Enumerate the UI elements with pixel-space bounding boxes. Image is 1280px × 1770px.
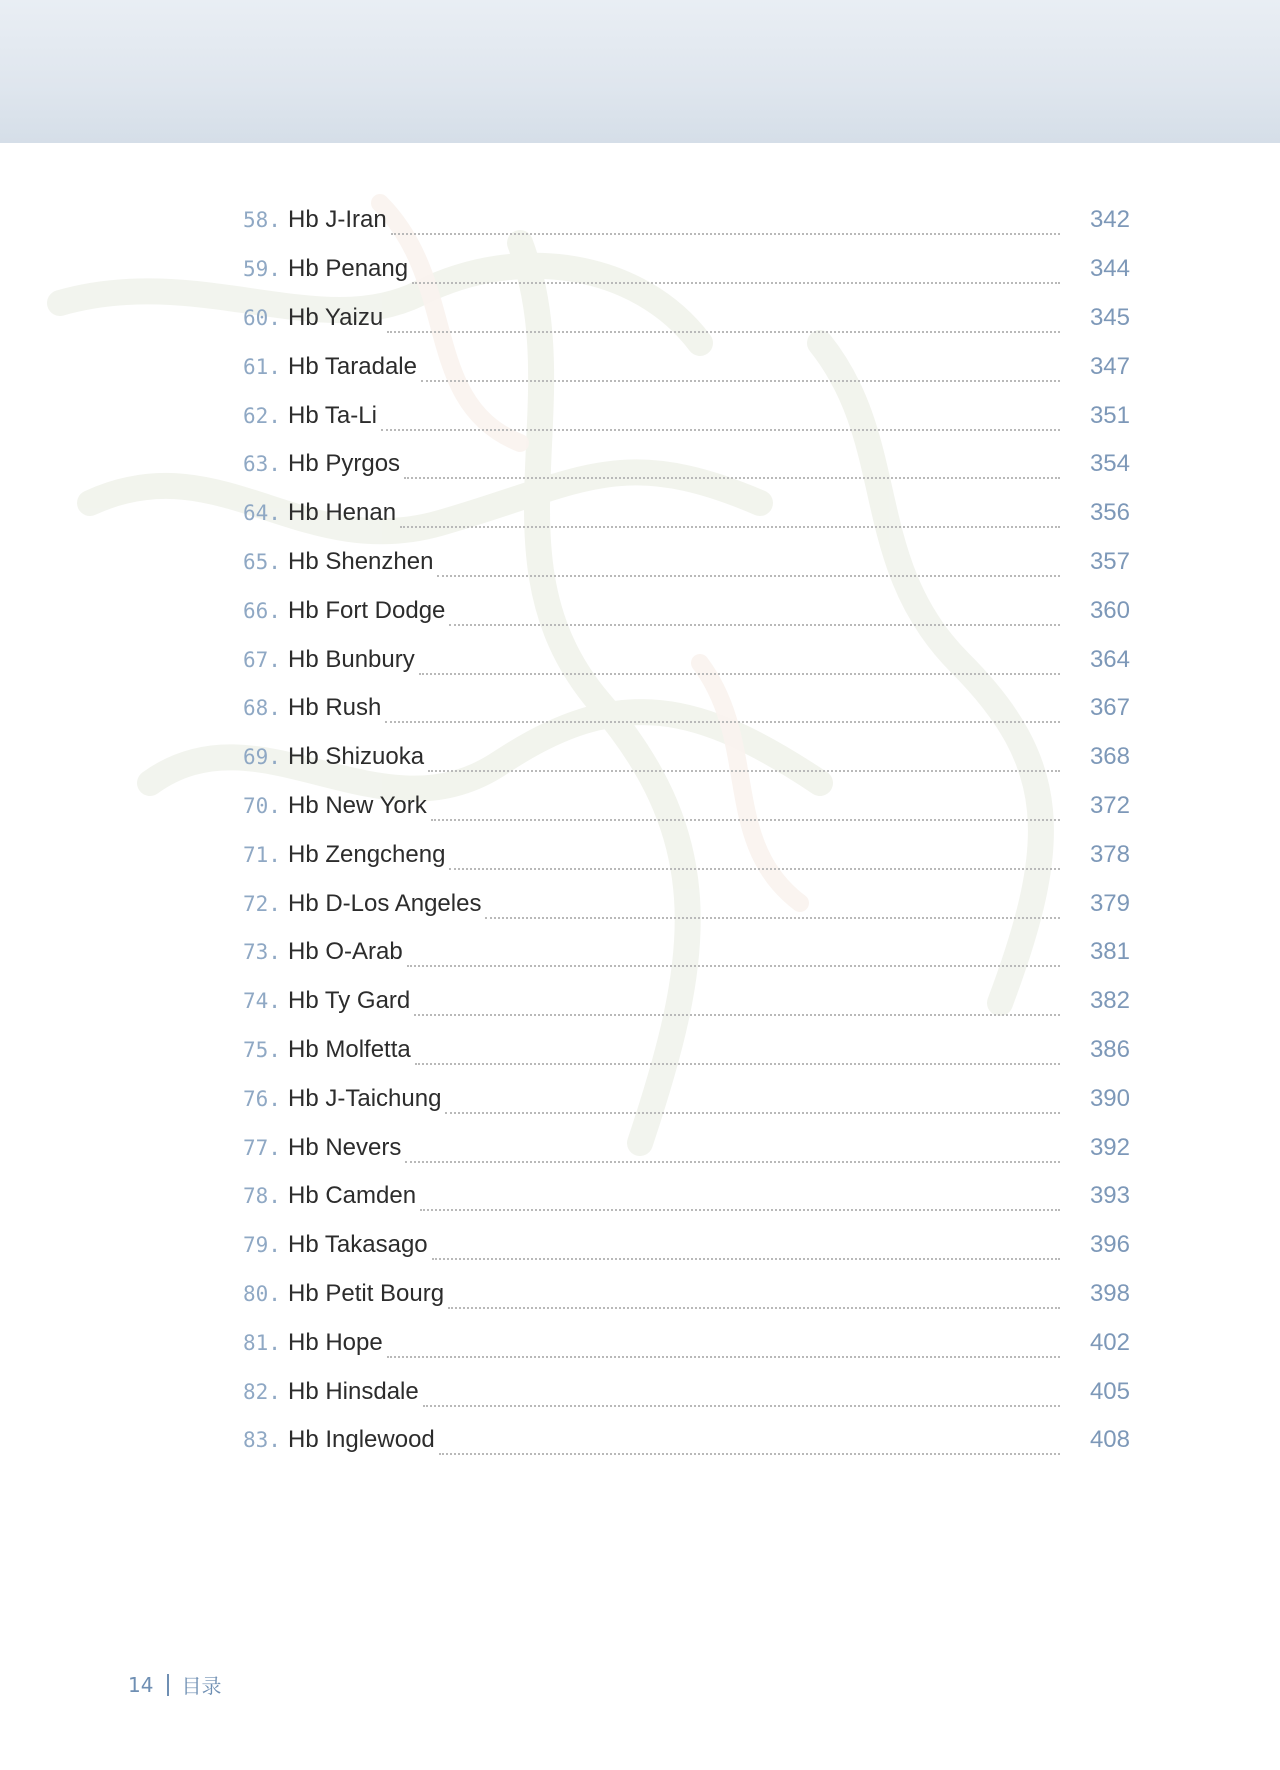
toc-dot-leader: [414, 1014, 1060, 1016]
toc-entry-title: Hb Fort Dodge: [288, 596, 446, 624]
toc-dot-leader: [415, 1063, 1060, 1065]
footer-section-title: 目录: [181, 1674, 222, 1698]
footer-page-number: 14: [128, 1672, 154, 1697]
toc-dot-leader: [400, 526, 1060, 528]
toc-entry-page: 405: [1089, 1377, 1130, 1405]
toc-entry[interactable]: [243, 1367, 1130, 1416]
toc-entry-title: Hb Hope: [288, 1328, 383, 1356]
toc-entry-page: 357: [1089, 547, 1130, 575]
toc-entry-page: 379: [1089, 889, 1130, 917]
toc-entry[interactable]: [243, 733, 1130, 782]
toc-dot-leader: [385, 721, 1060, 723]
toc-entry[interactable]: [243, 1074, 1130, 1123]
header-band: [0, 0, 1280, 143]
toc-entry-number: 65.: [243, 549, 281, 574]
toc-entry[interactable]: [243, 1026, 1130, 1075]
toc-entry[interactable]: [243, 294, 1130, 343]
toc-entry[interactable]: [243, 1270, 1130, 1319]
toc-dot-leader: [428, 770, 1060, 772]
toc-dot-leader: [421, 380, 1060, 382]
toc-entry-number: 77.: [243, 1135, 281, 1160]
toc-entry-page: 354: [1089, 450, 1130, 478]
toc-entry-number: 72.: [243, 891, 281, 916]
toc-entry-number: 71.: [243, 842, 281, 867]
toc-entry-number: 78.: [243, 1184, 281, 1209]
toc-entry-title: Hb Nevers: [288, 1133, 402, 1161]
toc-entry-number: 80.: [243, 1281, 281, 1306]
toc-entry-title: Hb Rush: [288, 694, 382, 722]
toc-entry[interactable]: [243, 1172, 1130, 1221]
toc-entry-number: 70.: [243, 793, 281, 818]
toc-entry-title: Hb Camden: [288, 1182, 417, 1210]
toc-entry-number: 82.: [243, 1379, 281, 1404]
toc-entry-page: 360: [1089, 596, 1130, 624]
toc-entry[interactable]: [243, 977, 1130, 1026]
toc-dot-leader: [449, 624, 1060, 626]
toc-entry-title: Hb Petit Bourg: [288, 1279, 445, 1307]
toc-entry[interactable]: [243, 879, 1130, 928]
toc-dot-leader: [445, 1112, 1060, 1114]
toc-entry[interactable]: [243, 538, 1130, 587]
toc-entry-page: 382: [1089, 987, 1130, 1015]
toc-dot-leader: [405, 1161, 1060, 1163]
toc-entry[interactable]: [243, 342, 1130, 391]
toc-entry-number: 58.: [243, 208, 281, 233]
toc-entry[interactable]: [243, 440, 1130, 489]
toc-entry-title: Hb Hinsdale: [288, 1377, 419, 1405]
toc-dot-leader: [407, 965, 1060, 967]
toc-entry-title: Hb Penang: [288, 255, 409, 283]
toc-entry-number: 75.: [243, 1037, 281, 1062]
toc-entry-page: 408: [1089, 1426, 1130, 1454]
toc-entry-number: 74.: [243, 989, 281, 1014]
toc-dot-leader: [419, 673, 1060, 675]
toc-entry-page: 372: [1089, 791, 1130, 819]
toc-entry[interactable]: [243, 1416, 1130, 1465]
toc-entry-page: 392: [1089, 1133, 1130, 1161]
toc-entry-title: Hb Henan: [288, 499, 397, 527]
page-footer: [128, 1670, 221, 1699]
toc-entry-title: Hb Zengcheng: [288, 840, 446, 868]
toc-entry-page: 342: [1089, 206, 1130, 234]
toc-dot-leader: [432, 1258, 1060, 1260]
toc-entry-page: 378: [1089, 840, 1130, 868]
toc-entry-page: 386: [1089, 1035, 1130, 1063]
toc-entry-page: 402: [1089, 1328, 1130, 1356]
toc-entry-number: 76.: [243, 1086, 281, 1111]
toc-entry-page: 364: [1089, 645, 1130, 673]
toc-dot-leader: [387, 1356, 1060, 1358]
toc-entry-page: 398: [1089, 1279, 1130, 1307]
toc-entry-page: 367: [1089, 694, 1130, 722]
toc-entry[interactable]: [243, 684, 1130, 733]
toc-entry-page: 345: [1089, 303, 1130, 331]
toc-entry[interactable]: [243, 196, 1130, 245]
toc-entry[interactable]: [243, 1221, 1130, 1270]
footer-divider: [167, 1674, 169, 1696]
toc-entry-number: 63.: [243, 452, 281, 477]
toc-entry-page: 390: [1089, 1084, 1130, 1112]
toc-entry-number: 60.: [243, 305, 281, 330]
toc-entry[interactable]: [243, 782, 1130, 831]
toc-entry-number: 62.: [243, 403, 281, 428]
toc-entry-title: Hb New York: [288, 791, 427, 819]
toc-entry-title: Hb Shenzhen: [288, 547, 434, 575]
toc-entry-page: 347: [1089, 352, 1130, 380]
toc-entry-number: 59.: [243, 257, 281, 282]
toc-entry-page: 356: [1089, 499, 1130, 527]
toc-entry[interactable]: [243, 830, 1130, 879]
toc-dot-leader: [420, 1209, 1060, 1211]
toc-entry[interactable]: [243, 928, 1130, 977]
toc-entry-number: 64.: [243, 501, 281, 526]
toc-entry-number: 79.: [243, 1233, 281, 1258]
toc-dot-leader: [437, 575, 1060, 577]
toc-dot-leader: [391, 233, 1060, 235]
toc-entry-number: 69.: [243, 745, 281, 770]
toc-dot-leader: [431, 819, 1060, 821]
toc-entry-page: 351: [1089, 401, 1130, 429]
toc-entry-number: 61.: [243, 354, 281, 379]
toc-entry-page: 344: [1089, 255, 1130, 283]
toc-entry-page: 381: [1089, 938, 1130, 966]
toc-entry-number: 73.: [243, 940, 281, 965]
toc-dot-leader: [449, 868, 1060, 870]
toc-entry-number: 67.: [243, 647, 281, 672]
toc-entry-title: Hb Taradale: [288, 352, 417, 380]
toc-entry[interactable]: [243, 1123, 1130, 1172]
toc-dot-leader: [404, 477, 1060, 479]
toc-entry[interactable]: [243, 586, 1130, 635]
toc-entry[interactable]: [243, 635, 1130, 684]
toc-entry[interactable]: [243, 489, 1130, 538]
table-of-contents: [243, 196, 1130, 1465]
toc-dot-leader: [423, 1405, 1060, 1407]
toc-entry-title: Hb Ty Gard: [288, 987, 411, 1015]
toc-dot-leader: [448, 1307, 1060, 1309]
toc-dot-leader: [485, 917, 1060, 919]
toc-entry-page: 396: [1089, 1231, 1130, 1259]
toc-dot-leader: [381, 429, 1060, 431]
toc-entry-number: 68.: [243, 696, 281, 721]
toc-entry-number: 83.: [243, 1428, 281, 1453]
toc-entry-title: Hb O-Arab: [288, 938, 403, 966]
toc-dot-leader: [439, 1453, 1060, 1455]
toc-entry-title: Hb Yaizu: [288, 303, 384, 331]
toc-dot-leader: [412, 282, 1060, 284]
toc-entry-title: Hb Molfetta: [288, 1035, 411, 1063]
toc-entry-title: Hb J-Taichung: [288, 1084, 442, 1112]
toc-entry-number: 81.: [243, 1330, 281, 1355]
toc-entry[interactable]: [243, 245, 1130, 294]
toc-entry-page: 368: [1089, 743, 1130, 771]
toc-entry-title: Hb Ta-Li: [288, 401, 377, 429]
toc-entry-title: Hb Shizuoka: [288, 743, 425, 771]
toc-entry-title: Hb Bunbury: [288, 645, 415, 673]
toc-entry-title: Hb Pyrgos: [288, 450, 401, 478]
toc-entry[interactable]: [243, 1318, 1130, 1367]
toc-entry-page: 393: [1089, 1182, 1130, 1210]
toc-entry-number: 66.: [243, 598, 281, 623]
toc-entry[interactable]: [243, 391, 1130, 440]
toc-entry-title: Hb D-Los Angeles: [288, 889, 482, 917]
toc-dot-leader: [387, 331, 1060, 333]
toc-entry-title: Hb Takasago: [288, 1231, 428, 1259]
toc-entry-title: Hb Inglewood: [288, 1426, 435, 1454]
toc-entry-title: Hb J-Iran: [288, 206, 387, 234]
